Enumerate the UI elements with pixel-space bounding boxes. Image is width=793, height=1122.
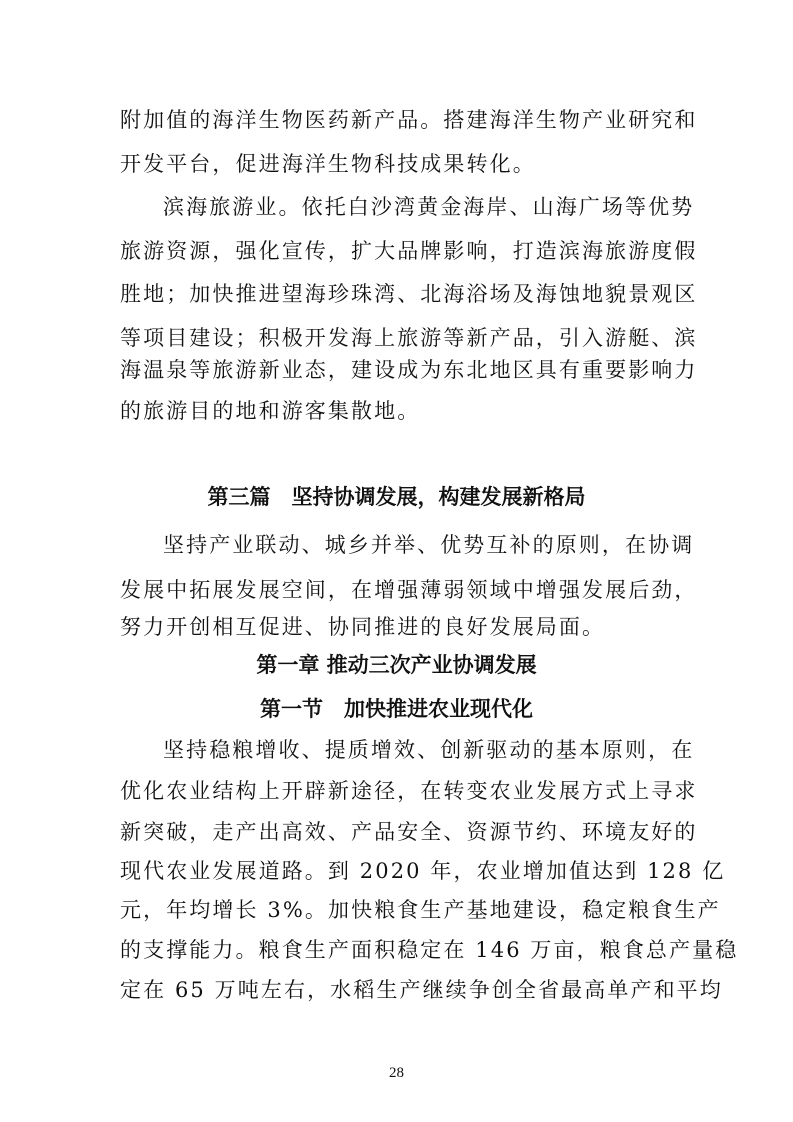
chapter-title: 第一章 推动三次产业协调发展 [256,653,537,677]
body-text-line: 海温泉等旅游新业态，建设成为东北地区具有重要影响力 [120,358,698,382]
body-text-line: 等项目建设；积极开发海上旅游等新产品，引入游艇、滨 [120,326,698,350]
body-text-line: 开发平台，促进海洋生物科技成果转化。 [120,152,536,176]
body-text-line: 新突破，走产出高效、产品安全、资源节约、环境友好的 [120,820,698,844]
body-text-line: 努力开创相互促进、协同推进的良好发展局面。 [120,615,606,639]
body-text-line: 坚持稳粮增收、提质增效、创新驱动的基本原则，在 [163,738,695,762]
body-text-line: 坚持产业联动、城乡并举、优势互补的原则，在协调 [163,533,695,557]
body-text-line: 的旅游目的地和游客集散地。 [120,399,421,423]
body-text-line: 的支撑能力。粮食生产面积稳定在 146 万亩，粮食总产量稳 [120,938,739,962]
section-title: 第一节 加快推进农业现代化 [260,697,533,721]
body-text-line: 优化农业结构上开辟新途径，在转变农业发展方式上寻求 [120,779,698,803]
body-text-line: 元，年均增长 3%。加快粮食生产基地建设，稳定粮食生产 [120,898,721,922]
part-title: 第三篇 坚持协调发展，构建发展新格局 [207,485,586,509]
body-text-line: 胜地；加快推进望海珍珠湾、北海浴场及海蚀地貌景观区 [120,282,698,306]
body-text-line: 定在 65 万吨左右，水稻生产继续争创全省最高单产和平均 [120,978,723,1002]
body-text-line: 旅游资源，强化宣传，扩大品牌影响，打造滨海旅游度假 [120,239,698,263]
page-number: 28 [389,1065,404,1081]
body-text-line: 滨海旅游业。依托白沙湾黄金海岸、山海广场等优势 [163,195,695,219]
body-text-line: 发展中拓展发展空间，在增强薄弱领域中增强发展后劲， [120,578,698,602]
body-text-line: 附加值的海洋生物医药新产品。搭建海洋生物产业研究和 [120,108,698,132]
body-text-line: 现代农业发展道路。到 2020 年，农业增加值达到 128 亿 [120,859,726,883]
